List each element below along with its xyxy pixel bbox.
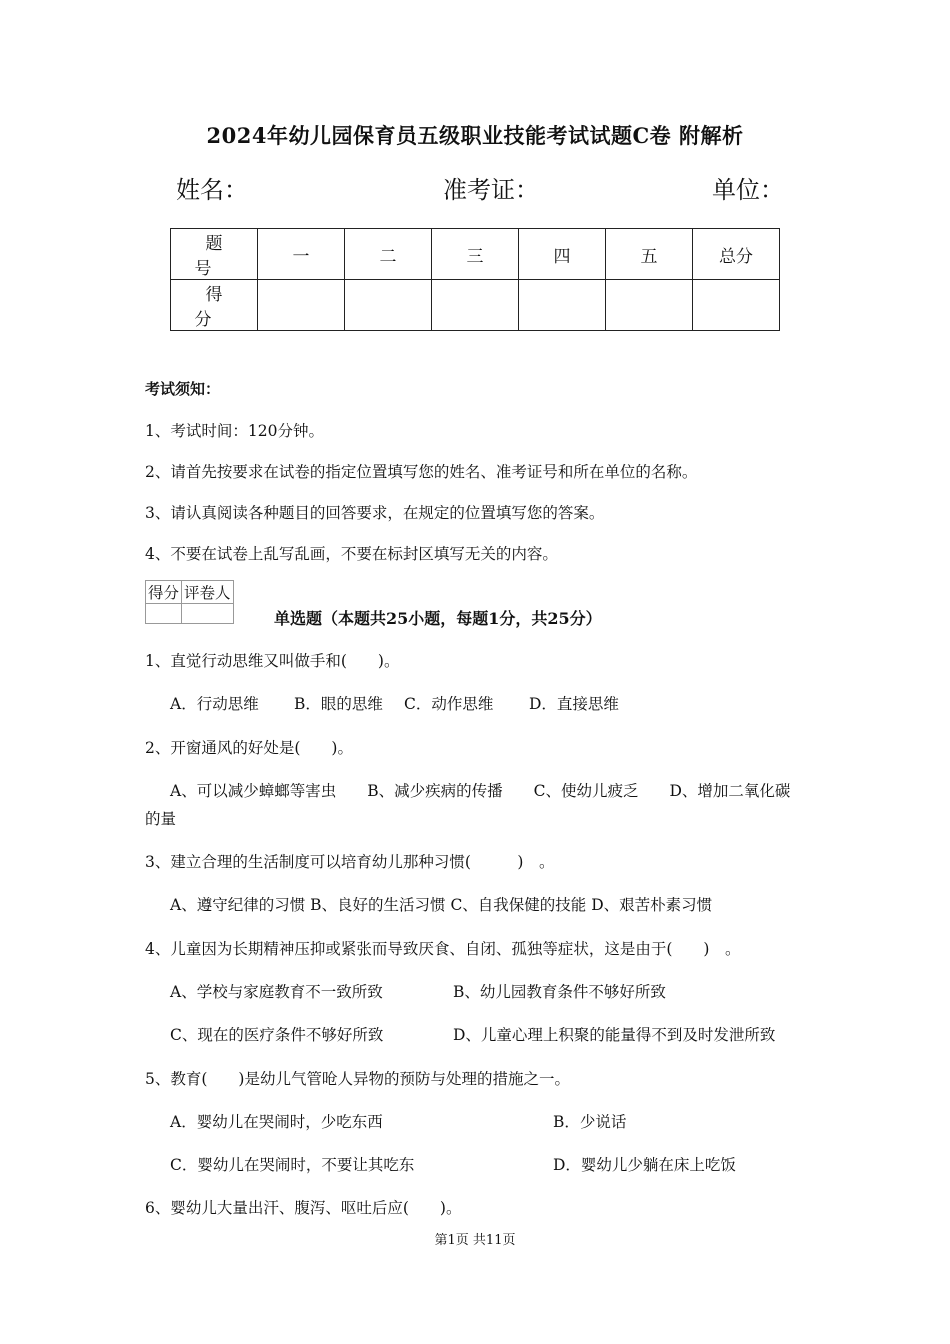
q1-option-b: B．眼的思维: [294, 695, 383, 713]
q4-option-b: B、幼儿园教育条件不够好所致: [453, 983, 666, 1001]
score-header-total: 总分: [693, 229, 780, 280]
grader-score-cell[interactable]: [146, 604, 182, 624]
score-cell-3[interactable]: [432, 280, 519, 331]
score-header-5: 五: [606, 229, 693, 280]
notice-item-3: 3、请认真阅读各种题目的回答要求，在规定的位置填写您的答案。: [145, 504, 605, 522]
score-header-2: 二: [345, 229, 432, 280]
score-header-3: 三: [432, 229, 519, 280]
page-footer: 第1页 共11页: [434, 1233, 516, 1248]
q4-option-a: A、学校与家庭教育不一致所致: [170, 983, 383, 1001]
q5-option-c: C．婴幼儿在哭闹时，不要让其吃东: [170, 1156, 415, 1174]
score-table: [170, 228, 780, 331]
q2-options-line1: A、可以减少蟑螂等害虫 B、减少疾病的传播 C、使幼儿疲乏 D、增加二氧化碳: [170, 782, 791, 800]
q3-options-line1: A、遵守纪律的习惯 B、良好的生活习惯 C、自我保健的技能 D、艰苦朴素习惯: [170, 896, 713, 914]
score-cell-4[interactable]: [519, 280, 606, 331]
page-title: 2024年幼儿园保育员五级职业技能考试试题C卷 附解析: [206, 123, 744, 148]
q5-option-d: D．婴幼儿少躺在床上吃饭: [553, 1156, 736, 1174]
question-3-stem: 3、建立合理的生活制度可以培育幼儿那种习惯( ) 。: [145, 853, 555, 871]
score-cell-5[interactable]: [606, 280, 693, 331]
question-5-stem: 5、教育( )是幼儿气管呛人异物的预防与处理的措施之一。: [145, 1070, 570, 1088]
grader-reviewer-label: 评卷人: [182, 581, 234, 604]
score-table-header-row: [171, 229, 780, 280]
score-cell-1[interactable]: [258, 280, 345, 331]
question-4-stem: 4、儿童因为长期精神压抑或紧张而导致厌食、自闭、孤独等症状，这是由于( ) 。: [145, 940, 741, 958]
score-header-1: 一: [258, 229, 345, 280]
score-cell-2[interactable]: [345, 280, 432, 331]
score-row-label: 得 分: [171, 280, 258, 331]
notice-item-4: 4、不要在试卷上乱写乱画，不要在标封区填写无关的内容。: [145, 545, 558, 563]
score-header-4: 四: [519, 229, 606, 280]
grader-score-label: 得分: [146, 581, 182, 604]
q1-option-c: C．动作思维: [404, 695, 494, 713]
question-1-stem: 1、直觉行动思维又叫做手和( )。: [145, 652, 400, 670]
name-label: 姓名：: [176, 176, 248, 204]
exam-id-label: 准考证：: [443, 176, 539, 204]
q1-option-a: A．行动思维: [170, 695, 259, 713]
q5-option-b: B．少说话: [553, 1113, 627, 1131]
section-heading: 单选题（本题共25小题，每题1分，共25分）: [274, 609, 602, 628]
grader-box: [145, 580, 234, 624]
score-table-score-row: [171, 280, 780, 331]
q4-option-d: D、儿童心理上积聚的能量得不到及时发泄所致: [453, 1026, 776, 1044]
notice-heading: 考试须知：: [145, 380, 221, 398]
unit-label: 单位：: [712, 176, 784, 204]
q4-option-c: C、现在的医疗条件不够好所致: [170, 1026, 384, 1044]
grader-reviewer-cell[interactable]: [182, 604, 234, 624]
q2-options-line2: 的量: [145, 810, 177, 828]
notice-item-2: 2、请首先按要求在试卷的指定位置填写您的姓名、准考证号和所在单位的名称。: [145, 463, 698, 481]
score-cell-total[interactable]: [693, 280, 780, 331]
question-6-stem: 6、婴幼儿大量出汗、腹泻、呕吐后应( )。: [145, 1199, 462, 1217]
notice-item-1: 1、考试时间：120分钟。: [145, 422, 324, 440]
q1-option-d: D．直接思维: [529, 695, 619, 713]
q5-option-a: A．婴幼儿在哭闹时，少吃东西: [170, 1113, 383, 1131]
question-2-stem: 2、开窗通风的好处是( )。: [145, 739, 353, 757]
score-header-label: 题 号: [171, 229, 258, 280]
